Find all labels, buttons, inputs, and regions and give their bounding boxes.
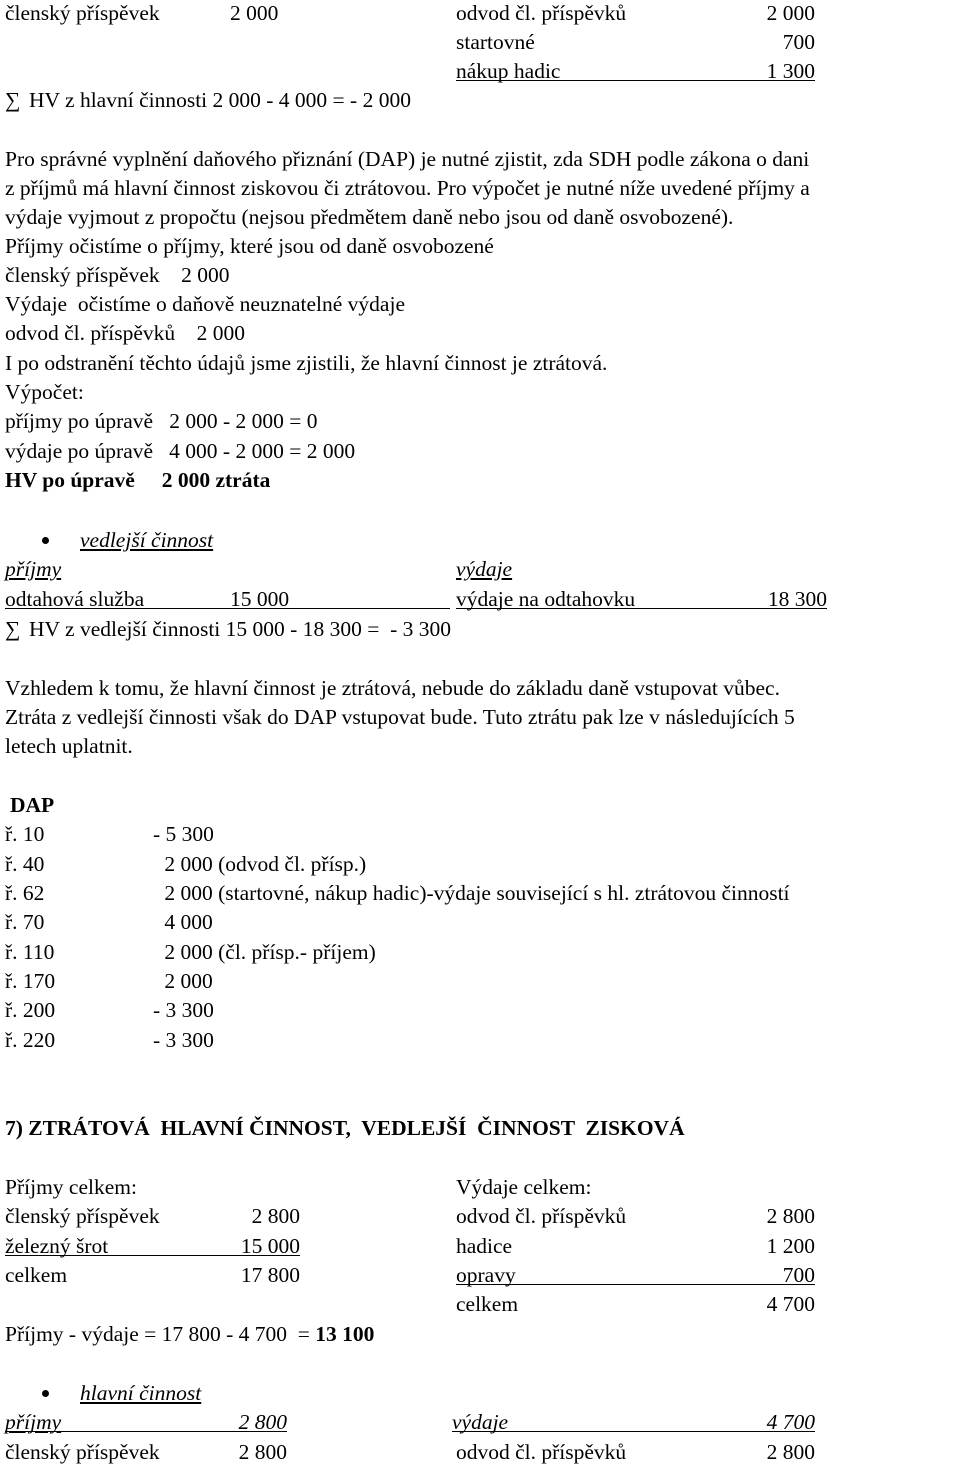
dap-row-label: ř. 10 bbox=[5, 822, 45, 846]
expense-clean-text: Výdaje očistíme o daňově neuznatelné výdaje bbox=[5, 292, 405, 316]
paragraph-line-2: z příjmů má hlavní činnost ziskovou či ztrátovou. Pro výpočet je nutné níže uvedené příjmy a bbox=[5, 176, 810, 200]
income-clean-text: Příjmy očistíme o příjmy, které jsou od daně osvobozené bbox=[5, 234, 494, 258]
expense-underline bbox=[456, 1284, 815, 1285]
towing-underline bbox=[5, 608, 450, 609]
hose-purchase-label: nákup hadic bbox=[456, 59, 561, 83]
expense-row-value: 2 800 bbox=[766, 1204, 815, 1228]
difference-text: Příjmy - výdaje = 17 800 - 4 700 = bbox=[5, 1322, 316, 1346]
expense-row-value: 4 700 bbox=[766, 1292, 815, 1316]
dap-row-label: ř. 170 bbox=[5, 969, 56, 993]
main-income-value: 2 800 bbox=[238, 1410, 287, 1434]
membership-fee-label: členský příspěvek bbox=[5, 1, 160, 25]
fee-transfer-label: odvod čl. příspěvků bbox=[456, 1, 627, 25]
expense-row-label: opravy bbox=[456, 1263, 516, 1287]
income-clean-item: členský příspěvek 2 000 bbox=[5, 263, 230, 287]
conclusion-text: I po odstranění těchto údajů jsme zjistili, že hlavní činnost je ztrátová. bbox=[5, 351, 608, 375]
main-expense-underline bbox=[452, 1431, 815, 1432]
main-expense-value: 4 700 bbox=[766, 1410, 815, 1434]
income-row-value: 15 000 bbox=[240, 1234, 300, 1258]
dap-row-value: 2 000 (čl. přísp.- příjem) bbox=[159, 940, 376, 964]
expense-row-label: celkem bbox=[456, 1292, 519, 1316]
income-row-value: 17 800 bbox=[240, 1263, 300, 1287]
income-underline bbox=[5, 1255, 300, 1256]
membership-fee-value: 2 000 bbox=[230, 1, 279, 25]
paragraph2-line-1: Vzhledem k tomu, že hlavní činnost je ztrátová, nebude do základu daně vstupovat vůbec. bbox=[5, 676, 780, 700]
towing-value: 15 000 bbox=[230, 587, 290, 611]
main-income-label: členský příspěvek bbox=[5, 1440, 160, 1464]
start-fee-label: startovné bbox=[456, 30, 535, 54]
dap-row-label: ř. 200 bbox=[5, 998, 56, 1022]
income-row-label: celkem bbox=[5, 1263, 68, 1287]
main-expense-head: výdaje bbox=[452, 1410, 509, 1434]
main-income-underline bbox=[5, 1431, 287, 1432]
section-7-heading: 7) ZTRÁTOVÁ HLAVNÍ ČINNOST, VEDLEJŠÍ ČINNOST ZISKOVÁ bbox=[5, 1116, 685, 1140]
dap-row-value: - 5 300 bbox=[153, 822, 214, 846]
fee-transfer-value: 2 000 bbox=[766, 1, 815, 25]
sum-icon: ∑ bbox=[5, 88, 21, 112]
main-income-head: příjmy bbox=[5, 1410, 62, 1434]
paragraph2-line-3: letech uplatnit. bbox=[5, 734, 133, 758]
dap-row-label: ř. 220 bbox=[5, 1028, 56, 1052]
difference-line bbox=[5, 1321, 374, 1347]
sum-icon: ∑ bbox=[5, 617, 21, 641]
dap-row-value: 2 000 (odvod čl. přísp.) bbox=[159, 852, 367, 876]
towing-expense-underline bbox=[456, 608, 827, 609]
main-income-row-value: 2 800 bbox=[238, 1440, 287, 1464]
start-fee-value: 700 bbox=[782, 30, 815, 54]
income-row-label: členský příspěvek bbox=[5, 1204, 160, 1228]
dap-row-value: - 3 300 bbox=[153, 998, 214, 1022]
dap-row-label: ř. 70 bbox=[5, 910, 45, 934]
expense-row-value: 1 200 bbox=[766, 1234, 815, 1258]
income-row-label: železný šrot bbox=[5, 1234, 109, 1258]
dap-row-label: ř. 62 bbox=[5, 881, 45, 905]
expense-clean-item: odvod čl. příspěvků 2 000 bbox=[5, 321, 246, 345]
bullet-icon bbox=[42, 537, 49, 544]
hose-purchase-value: 1 300 bbox=[766, 59, 815, 83]
bullet-icon bbox=[42, 1390, 49, 1397]
hv-main-activity: HV z hlavní činnosti 2 000 - 4 000 = - 2 000 bbox=[29, 88, 411, 112]
calc-income: příjmy po úpravě 2 000 - 2 000 = 0 bbox=[5, 409, 318, 433]
dap-row-value: - 3 300 bbox=[153, 1028, 214, 1052]
expense-row-value: 700 bbox=[782, 1263, 815, 1287]
expense-row-label: odvod čl. příspěvků bbox=[456, 1204, 627, 1228]
hose-underline bbox=[456, 80, 815, 81]
hv-secondary-activity: HV z vedlejší činnosti 15 000 - 18 300 = - 3 300 bbox=[29, 617, 451, 641]
paragraph-line-3: výdaje vyjmout z propočtu (nejsou předmětem daně nebo jsou od daně osvobozené). bbox=[5, 205, 734, 229]
calc-label: Výpočet: bbox=[5, 380, 84, 404]
dap-row-label: ř. 40 bbox=[5, 852, 45, 876]
towing-label: odtahová služba bbox=[5, 587, 145, 611]
towing-expense-value: 18 300 bbox=[767, 587, 827, 611]
secondary-expense-head: výdaje bbox=[456, 557, 513, 581]
main-activity-title: hlavní činnost bbox=[80, 1381, 202, 1405]
dap-row-value: 4 000 bbox=[159, 910, 213, 934]
paragraph2-line-2: Ztráta z vedlejší činnosti však do DAP vstupovat bude. Tuto ztrátu pak lze v následujících 5 bbox=[5, 705, 795, 729]
dap-row-value: 2 000 bbox=[159, 969, 213, 993]
towing-expense-label: výdaje na odtahovku bbox=[456, 587, 636, 611]
difference-result: 13 100 bbox=[315, 1322, 375, 1346]
dap-row-label: ř. 110 bbox=[5, 940, 55, 964]
income-total-title: Příjmy celkem: bbox=[5, 1175, 137, 1199]
main-expense-label: odvod čl. příspěvků bbox=[456, 1440, 627, 1464]
calc-expense: výdaje po úpravě 4 000 - 2 000 = 2 000 bbox=[5, 439, 356, 463]
dap-row-value: 2 000 (startovné, nákup hadic)-výdaje související s hl. ztrátovou činností bbox=[159, 881, 790, 905]
secondary-activity-title: vedlejší činnost bbox=[80, 528, 214, 552]
income-row-value: 2 800 bbox=[251, 1204, 300, 1228]
expense-total-title: Výdaje celkem: bbox=[456, 1175, 592, 1199]
hv-adjusted: HV po úpravě 2 000 ztráta bbox=[5, 468, 271, 492]
main-expense-row-value: 2 800 bbox=[766, 1440, 815, 1464]
secondary-income-head: příjmy bbox=[5, 557, 62, 581]
dap-title: DAP bbox=[10, 793, 55, 817]
paragraph-line-1: Pro správné vyplnění daňového přiznání (DAP) je nutné zjistit, zda SDH podle zákona o dani bbox=[5, 147, 810, 171]
expense-row-label: hadice bbox=[456, 1234, 513, 1258]
